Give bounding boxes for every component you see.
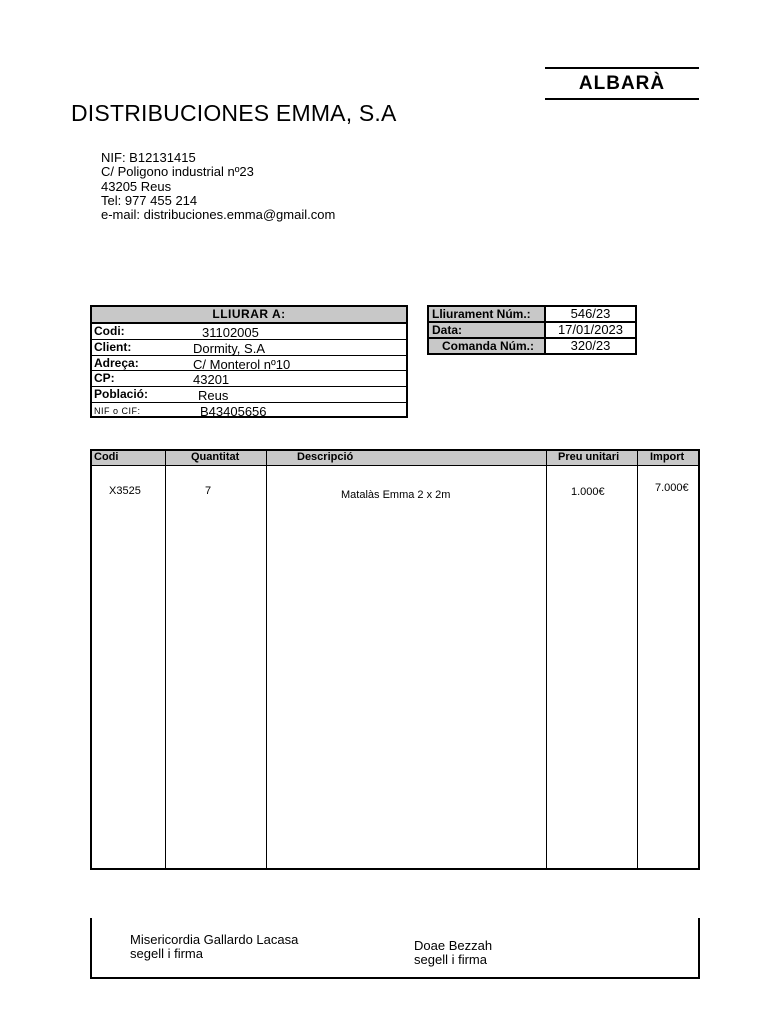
deliver-row-code bbox=[92, 324, 406, 340]
signature-left-caption: segell i firma bbox=[130, 945, 203, 961]
deliver-row-town bbox=[92, 387, 406, 403]
company-info bbox=[101, 151, 335, 222]
deliver-to-header: LLIURAR A: bbox=[92, 307, 406, 324]
item-description: Matalàs Emma 2 x 2m bbox=[341, 489, 451, 501]
document-title bbox=[545, 67, 699, 100]
item-quantity: 7 bbox=[205, 485, 212, 497]
column-divider bbox=[266, 451, 267, 868]
order-number-value: 320/23 bbox=[545, 338, 636, 354]
deliver-row-postcode bbox=[92, 371, 406, 387]
deliver-value: Dormity, S.A bbox=[193, 340, 265, 356]
deliver-label: CP: bbox=[94, 371, 115, 386]
company-email: e-mail: distribuciones.emma@gmail.com bbox=[101, 207, 336, 223]
header-quantity: Quantitat bbox=[191, 451, 240, 463]
company-phone: Tel: 977 455 214 bbox=[101, 192, 198, 208]
item-amount: 7.000€ bbox=[655, 482, 689, 494]
deliver-value: 43201 bbox=[193, 372, 230, 388]
deliver-row-address bbox=[92, 356, 406, 372]
deliver-value: B43405656 bbox=[200, 403, 267, 419]
column-divider bbox=[637, 451, 638, 868]
delivery-date-label: Data: bbox=[428, 322, 545, 338]
item-unit-price: 1.000€ bbox=[571, 486, 605, 498]
deliver-value: C/ Monterol nº10 bbox=[193, 356, 291, 372]
document-title-text: ALBARÀ bbox=[578, 72, 666, 94]
signature-right-caption: segell i firma bbox=[414, 951, 487, 967]
deliver-row-client bbox=[92, 340, 406, 356]
deliver-label: Adreça: bbox=[94, 355, 139, 370]
header-description: Descripció bbox=[297, 451, 354, 463]
signature-left bbox=[130, 933, 298, 960]
delivery-meta-table bbox=[427, 305, 637, 355]
signature-left-name: Misericordia Gallardo Lacasa bbox=[130, 932, 299, 947]
signature-right bbox=[414, 939, 492, 966]
deliver-label: Població: bbox=[94, 387, 149, 402]
deliver-to-box bbox=[90, 305, 408, 418]
signature-right-name: Doae Bezzah bbox=[414, 938, 493, 953]
signature-box bbox=[90, 918, 700, 979]
column-divider bbox=[165, 451, 166, 868]
deliver-value: Reus bbox=[198, 388, 229, 404]
column-divider bbox=[546, 451, 547, 868]
items-header bbox=[92, 451, 698, 466]
item-code: X3525 bbox=[109, 485, 141, 497]
delivery-date-value: 17/01/2023 bbox=[545, 322, 636, 338]
deliver-label: Client: bbox=[94, 339, 132, 354]
company-city: 43205 Reus bbox=[101, 178, 172, 194]
deliver-value: 31102005 bbox=[202, 325, 259, 340]
deliver-label: NIF o CIF: bbox=[94, 405, 141, 416]
delivery-number-label: Lliurament Núm.: bbox=[428, 306, 545, 322]
order-number-label: Comanda Núm.: bbox=[428, 338, 545, 354]
deliver-label: Codi: bbox=[94, 324, 125, 338]
delivery-number-value: 546/23 bbox=[545, 306, 636, 322]
deliver-row-tax-id bbox=[92, 403, 406, 419]
header-amount: Import bbox=[650, 451, 685, 463]
company-address: C/ Poligono industrial nº23 bbox=[101, 164, 254, 180]
header-code: Codi bbox=[94, 451, 119, 463]
company-name: DISTRIBUCIONES EMMA, S.A bbox=[71, 100, 397, 126]
header-unit-price: Preu unitari bbox=[558, 451, 620, 463]
company-nif: NIF: B12131415 bbox=[101, 150, 196, 165]
items-table bbox=[90, 449, 700, 870]
